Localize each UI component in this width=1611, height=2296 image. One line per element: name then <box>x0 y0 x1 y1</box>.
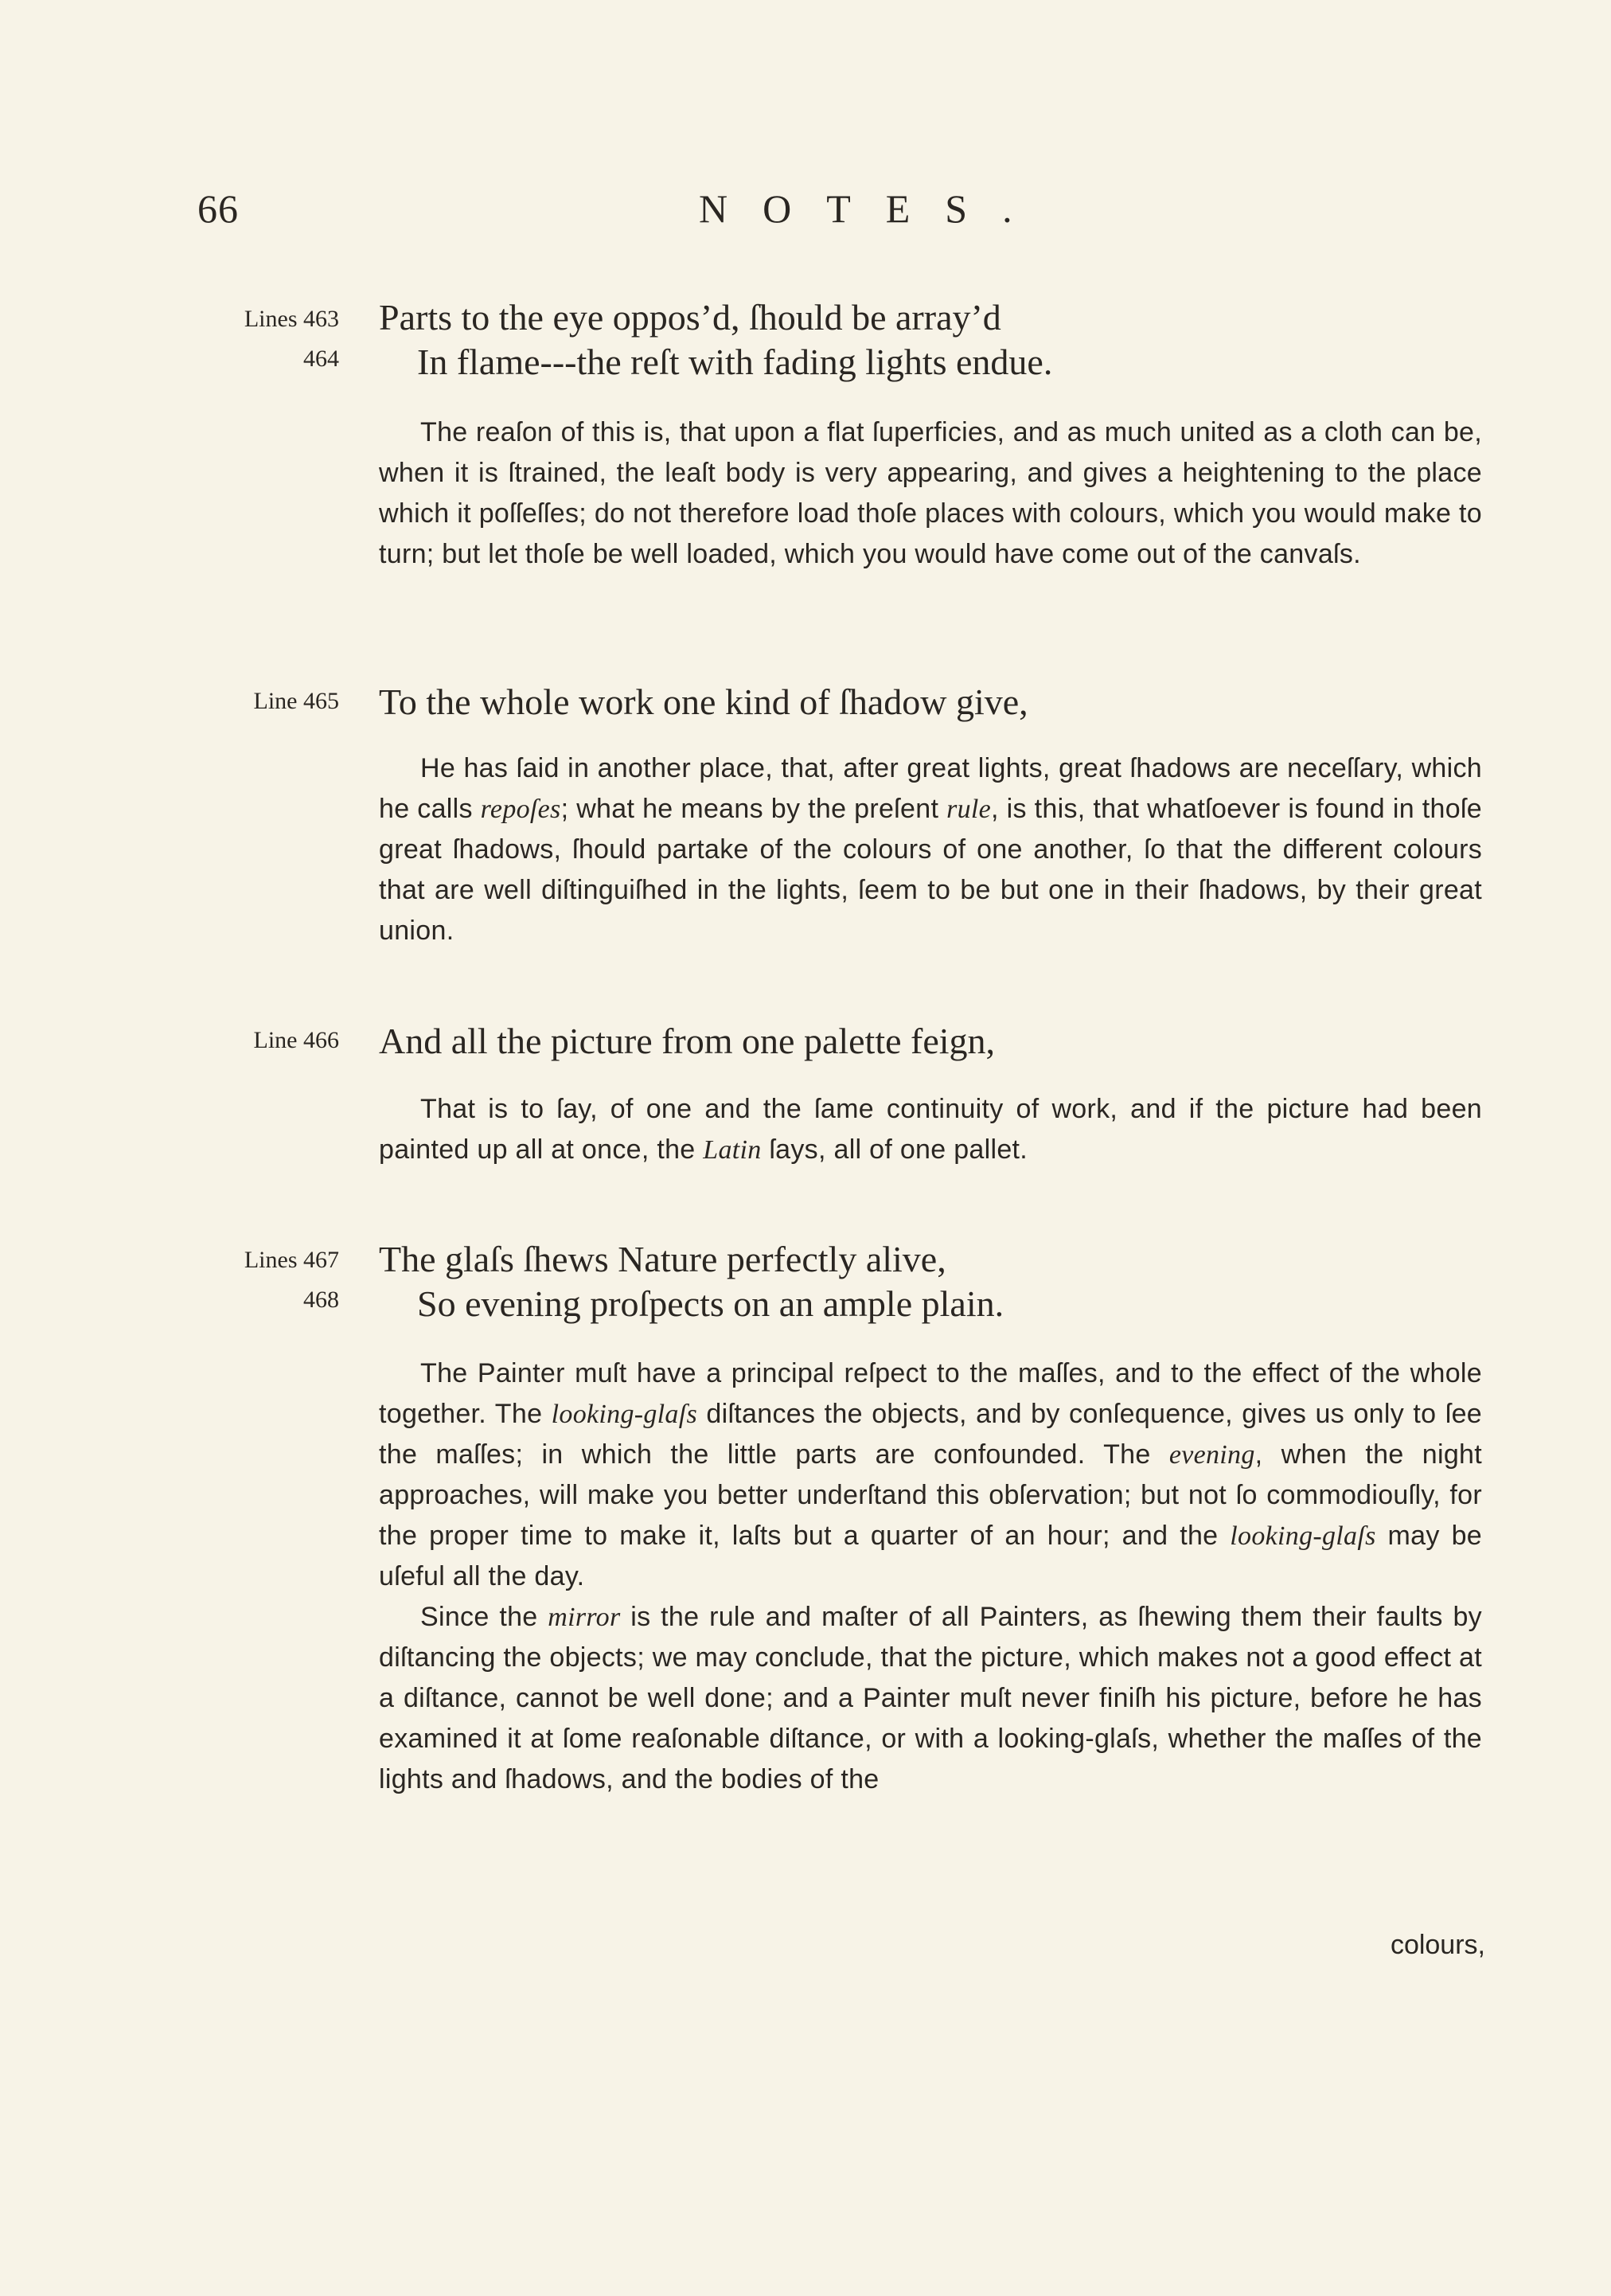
italic-term: Latin <box>703 1135 762 1165</box>
italic-term: looking-glaſs <box>551 1400 698 1429</box>
verse-line: And all the picture from one palette feign, <box>379 1021 996 1061</box>
text-run: , when the night approaches, will make you better underſtand this obſervation; but not ſo commodiouſly, for the proper time to make it, laſts but a quarter of an hour; and the <box>379 1439 1482 1551</box>
line-ref-label: Lines 463 <box>244 306 339 332</box>
text-run: ſays, all of one pallet. <box>761 1134 1028 1165</box>
verse-line: So evening proſpects on an ample plain. <box>417 1283 1004 1324</box>
commentary-paragraph <box>379 1353 1482 1597</box>
line-reference <box>188 1240 339 1320</box>
line-reference <box>188 681 339 721</box>
italic-term: repoſes <box>480 795 561 824</box>
text-run: diſtances the objects, and by conſequence, gives us only to ſee the maſſes; in which the little parts are confounded. The <box>379 1399 1482 1470</box>
verse-line: The glaſs ſhews Nature perfectly alive, <box>379 1239 946 1279</box>
verse-quotation <box>379 1019 1477 1064</box>
line-ref-label: Line 466 <box>253 1027 339 1053</box>
text-run: The reaſon of this is, that upon a flat ſuperficies, and as much united as a cloth can be, when it is ſtrained, the leaſt body is very appearing, and gives a heightening to the place which it poſſeſſes; do not therefore load thoſe places with colours, which you would make to turn; but let thoſe be well loaded, which you would have come out of the canvaſs. <box>379 417 1482 569</box>
verse-quotation <box>379 1237 1477 1326</box>
verse-line: Parts to the eye oppos’d, ſhould be array’d <box>379 297 1001 338</box>
text-run: is the rule and maſter of all Painters, as ſhewing them their faults by diſtancing the objects; we may conclude, that the picture, which makes not a good effect at a diſtance, cannot be well done; and a Painter muſt never finiſh his picture, before he has examined it at ſome reaſonable diſtance, or with a looking-glaſs, whether the maſſes of the lights and ſhadows, and the bodies of the <box>379 1602 1482 1794</box>
verse-quotation <box>379 295 1477 385</box>
line-ref-label: Lines 467 <box>244 1247 339 1273</box>
verse-line: To the whole work one kind of ſhadow give, <box>379 681 1028 722</box>
text-run: He has ſaid in another place, that, after great lights, great ſhadows are neceſſary, which he calls <box>379 753 1482 824</box>
catchword: colours, <box>1390 1930 1485 1960</box>
commentary <box>379 1353 1482 1800</box>
text-run: That is to ſay, of one and the ſame continuity of work, and if the picture had been painted up all at once, the <box>379 1094 1482 1165</box>
italic-term: mirror <box>548 1603 621 1632</box>
commentary-paragraph <box>379 748 1482 951</box>
verse-quotation <box>379 680 1477 724</box>
line-reference <box>188 299 339 379</box>
line-ref-label: 464 <box>303 346 339 372</box>
commentary-paragraph <box>379 1089 1482 1170</box>
italic-term: looking-glaſs <box>1230 1521 1376 1551</box>
commentary-paragraph <box>379 412 1482 575</box>
text-run: , is this, that whatſoever is found in thoſe great ſhadows, ſhould partake of the colours of one another, ſo that the different colours that are well diſtinguiſhed in the lights, ſeem to be but one in their ſhadows, by their great union. <box>379 794 1482 946</box>
text-run: Since the <box>420 1602 548 1632</box>
line-ref-label: 468 <box>303 1287 339 1313</box>
commentary <box>379 748 1482 951</box>
commentary <box>379 1089 1482 1170</box>
text-run: The Painter muſt have a principal reſpect to the maſſes, and to the effect of the whole together. The <box>379 1358 1482 1429</box>
italic-term: evening <box>1168 1440 1255 1470</box>
text-run: ; what he means by the preſent <box>560 794 947 824</box>
italic-term: rule <box>946 795 992 824</box>
verse-line: In flame---the reſt with fading lights endue. <box>417 342 1053 382</box>
line-reference <box>188 1021 339 1060</box>
commentary-paragraph <box>379 1597 1482 1800</box>
text-run: may be uſeful all the day. <box>379 1521 1482 1591</box>
running-head: NOTES. <box>699 186 1047 231</box>
commentary <box>379 412 1482 575</box>
page-number: 66 <box>197 186 239 231</box>
line-ref-label: Line 465 <box>253 688 339 714</box>
